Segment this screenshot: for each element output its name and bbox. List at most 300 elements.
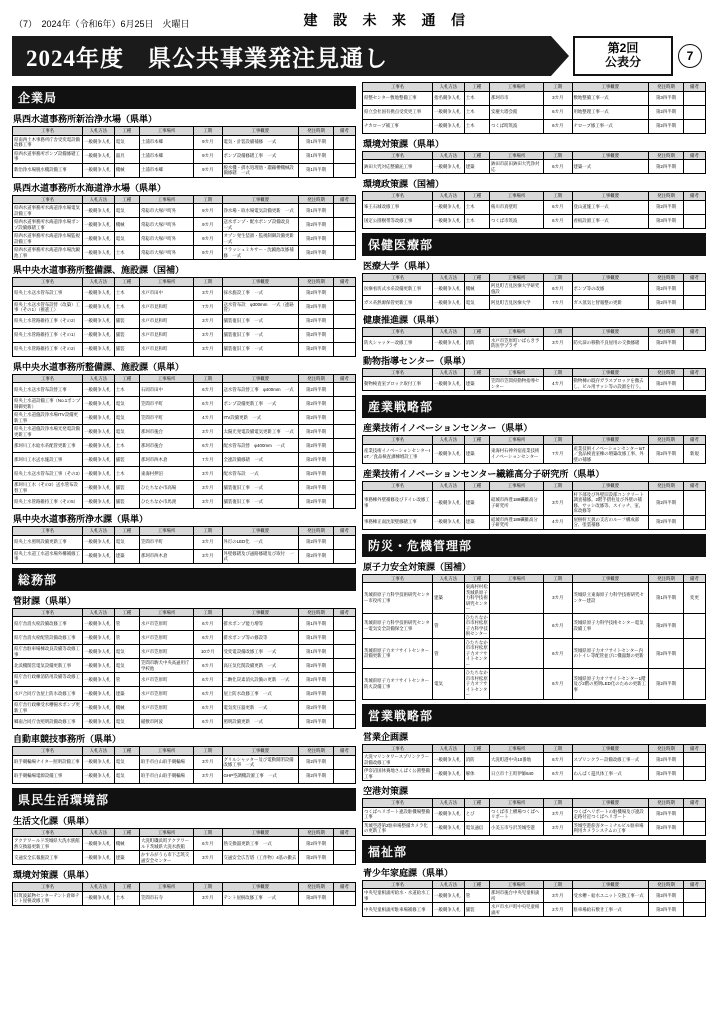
cell-place: 那珂市市 xyxy=(489,91,543,105)
cell-period: 3カ月 xyxy=(194,314,222,328)
column-header-outline: 工事概要 xyxy=(572,880,649,889)
cell-method: 一般競争入札 xyxy=(83,218,115,232)
projects-table xyxy=(362,798,706,836)
cell-outline: 舗装復旧工事 一式 xyxy=(222,328,299,342)
column-header-note: 備考 xyxy=(683,83,705,92)
cell-name: 県庁舎行政棟消防用設備等改修工事 xyxy=(13,673,83,687)
cell-period: 6カ月 xyxy=(544,105,572,119)
table-row xyxy=(363,807,706,821)
column-header-method: 入札方法 xyxy=(433,880,465,889)
projects-table xyxy=(12,882,356,906)
cell-outline: ポンプ等の改修 xyxy=(572,282,649,296)
cell-outline: 送水管布設替工事 φ400mm 一式 xyxy=(222,383,299,397)
organization-header: 総務部 xyxy=(12,568,356,591)
table-row xyxy=(13,314,356,328)
left-column xyxy=(12,82,356,917)
cell-type: 舗装 xyxy=(114,481,139,495)
column-header-time: 発注時期 xyxy=(299,278,334,287)
cell-period: 3カ月 xyxy=(544,807,572,821)
cell-note xyxy=(333,701,355,715)
column-header-method: 入札方法 xyxy=(433,744,465,753)
cell-type: 土木 xyxy=(114,467,139,481)
cell-period: 7カ月 xyxy=(194,300,222,314)
cell-note xyxy=(333,246,355,260)
column-header-name: 工事名 xyxy=(363,368,433,377)
cell-method: 一般競争入札 xyxy=(83,659,115,673)
cell-place: つくば町筑波 xyxy=(489,119,543,133)
cell-type: 電気 xyxy=(114,425,139,439)
projects-table xyxy=(362,151,706,175)
cell-period: 3カ月 xyxy=(194,495,222,509)
projects-table xyxy=(362,191,706,229)
cell-outline: つくばヘリポートの駐機場及び連設走路付近つくばヘリポート xyxy=(572,807,649,821)
section-subheader: 動物指導センター（県単） xyxy=(363,355,471,366)
cell-place: 笠間市平町 xyxy=(139,397,193,411)
projects-table xyxy=(12,195,356,261)
section-subheader: 県中央水道事務所浄水課（県単） xyxy=(13,514,149,524)
table-row xyxy=(13,837,356,851)
cell-type: 土木 xyxy=(464,119,489,133)
cell-period: 3カ月 xyxy=(544,336,572,350)
cell-time: 第2四半期 xyxy=(649,515,684,529)
section-subheader: 産業技術イノベーションセンター（県単） xyxy=(363,423,533,433)
cell-note xyxy=(333,342,355,356)
cell-method: 一般競争入札 xyxy=(83,687,115,701)
cell-method: 一般競争入札 xyxy=(83,467,115,481)
column-header-name: 工事名 xyxy=(13,883,83,892)
cell-type: とび xyxy=(464,807,489,821)
column-header-type: 工種 xyxy=(464,799,489,808)
column-header-place: 工事場所 xyxy=(489,83,543,92)
cell-place xyxy=(489,583,543,614)
cell-period: 3カ月 xyxy=(544,91,572,105)
column-header-name: 工事名 xyxy=(13,374,83,383)
column-header-place: 工事場所 xyxy=(489,192,543,201)
cell-time: 第2四半期 xyxy=(299,439,334,453)
cell-period: 4カ月 xyxy=(544,515,572,529)
cell-method: 一般競争入札 xyxy=(83,204,115,218)
column-header-period: 工期 xyxy=(194,278,222,287)
column-header-time: 発注時期 xyxy=(649,192,684,201)
cell-place: 東海村石神外宿産業技術イノベーションセンター xyxy=(489,444,543,464)
column-header-outline: 工事概要 xyxy=(222,127,299,136)
cell-note xyxy=(333,439,355,453)
cell-note xyxy=(683,613,705,638)
table-row xyxy=(363,200,706,214)
column-header-outline: 工事概要 xyxy=(222,527,299,536)
cell-outline: 熱交換器更新工事 一式 xyxy=(222,837,299,851)
cell-method: 一般競争入札 xyxy=(433,214,465,228)
cell-name: 事務棟外壁補修及びドイレ改修工事 xyxy=(363,490,433,515)
column-header-place: 工事場所 xyxy=(489,574,543,583)
projects-table xyxy=(12,526,356,564)
cell-type: 消防 xyxy=(464,336,489,350)
cell-place: 笠間市平町 xyxy=(139,411,193,425)
cell-place: 水戸市笠原町 xyxy=(139,645,193,659)
column-header-period: 工期 xyxy=(194,527,222,536)
cell-method: 一般競争入札 xyxy=(83,481,115,495)
table-row xyxy=(13,687,356,701)
cell-time: 第2四半期 xyxy=(299,481,334,495)
cell-outline: 受変電設備改修工事 一式 xyxy=(222,645,299,659)
cell-type: 消防 xyxy=(464,753,489,767)
cell-name: ガス系熱源保管更新工事 xyxy=(363,296,433,310)
column-header-note: 備考 xyxy=(683,368,705,377)
column-header-name: 工事名 xyxy=(13,195,83,204)
cell-note xyxy=(683,669,705,700)
cell-period: 9カ月 xyxy=(194,232,222,246)
cell-period: 3カ月 xyxy=(194,891,222,905)
cell-outline: 産業技術イノベーションセンターIoT／食品検査室棟の増築改修工事、外壁の補修 xyxy=(572,444,649,464)
table-row xyxy=(363,119,706,133)
table-header-row xyxy=(363,368,706,377)
cell-method: 一般競争入札 xyxy=(433,807,465,821)
cell-name: 茨城県原子力科学技術研究センター電気安全設備保全工事 xyxy=(363,613,433,638)
cell-outline: ガス蒸気と智報整の更新 xyxy=(572,296,649,310)
column-header-method: 入札方法 xyxy=(83,374,115,383)
cell-method: 一般競争入札 xyxy=(433,282,465,296)
table-header-row xyxy=(363,799,706,808)
table-header-row xyxy=(13,747,356,756)
cell-place: 桜川市真壁町 xyxy=(489,200,543,214)
cell-note xyxy=(333,300,355,314)
cell-time: 第2四半期 xyxy=(299,769,334,783)
cell-name: 取手競輪場電源設備工事 xyxy=(13,769,83,783)
column-header-note: 備考 xyxy=(683,799,705,808)
column-header-place: 工事場所 xyxy=(489,880,543,889)
column-header-type: 工種 xyxy=(464,151,489,160)
section-subheader: 環境政策課（国補） xyxy=(363,179,445,189)
cell-place: 土浦市本郷 xyxy=(139,163,193,177)
banner-title: 2024年度 県公共事業発注見通し xyxy=(26,45,388,71)
table-row xyxy=(13,715,356,729)
column-header-place: 工事場所 xyxy=(489,799,543,808)
cell-note xyxy=(683,91,705,105)
cell-place: つくば市筑波 xyxy=(489,214,543,228)
cell-outline: ポンプ設備修繕工事 一式 xyxy=(222,149,299,163)
column-header-type: 工種 xyxy=(114,127,139,136)
cell-note: 変更 xyxy=(683,583,705,614)
publication-badge xyxy=(573,36,673,76)
table-header-row xyxy=(13,374,356,383)
projects-table xyxy=(362,368,706,392)
cell-time: 第2四半期 xyxy=(649,444,684,464)
cell-name: 伊奈沼国休養地さんぱく公園整備工事 xyxy=(363,767,433,781)
cell-method: 電気 xyxy=(433,669,465,700)
cell-place: 水戸市笠原町 xyxy=(139,631,193,645)
cell-time: 第2四半期 xyxy=(649,821,684,835)
cell-place: 那珂市後台 xyxy=(139,439,193,453)
column-header-method: 入札方法 xyxy=(83,828,115,837)
cell-method: 一般競争入札 xyxy=(433,767,465,781)
cell-outline: 二酸化炭素消火設備の更新 一式 xyxy=(222,673,299,687)
cell-method: 一般競争入札 xyxy=(83,411,115,425)
cell-name: 県央上水送水管布設工事（その3） xyxy=(13,467,83,481)
cell-place xyxy=(489,669,543,700)
cell-time: 第2四半期 xyxy=(649,767,684,781)
cell-method: 一般競争入札 xyxy=(83,701,115,715)
cell-type: 電気 xyxy=(114,397,139,411)
cell-place: 笠間市駒犬中央高通用庁学校他 xyxy=(139,659,193,673)
column-header-outline: 工事概要 xyxy=(572,436,649,445)
cell-time: 第2四半期 xyxy=(649,105,684,119)
table-row xyxy=(363,767,706,781)
cell-period: 3カ月 xyxy=(194,755,222,769)
column-header-place: 工事場所 xyxy=(139,195,193,204)
cell-note xyxy=(333,286,355,300)
cell-place: 石岡市田中 xyxy=(139,383,193,397)
cell-time: 第2四半期 xyxy=(649,377,684,391)
cell-outline: 照明設備更新 一式 xyxy=(222,715,299,729)
cell-note xyxy=(333,218,355,232)
cell-type: 管 xyxy=(114,631,139,645)
cell-period: 3カ月 xyxy=(194,467,222,481)
cell-method: 一般競争入札 xyxy=(83,453,115,467)
cell-type: ひたちなか市市村松原子力科学技術センター xyxy=(465,614,488,636)
projects-table xyxy=(12,374,356,510)
column-header-name: 工事名 xyxy=(13,608,83,617)
cell-method: 一般競争入札 xyxy=(83,631,115,645)
cell-time: 第2四半期 xyxy=(299,300,334,314)
column-header-method: 入札方法 xyxy=(83,127,115,136)
column-header-note: 備考 xyxy=(333,608,355,617)
cell-note xyxy=(683,889,705,903)
cell-period: 9カ月 xyxy=(194,218,222,232)
column-header-type: 工種 xyxy=(464,482,489,491)
column-header-note: 備考 xyxy=(333,195,355,204)
cell-time: 第2四半期 xyxy=(649,613,684,638)
cell-time: 第2四半期 xyxy=(299,715,334,729)
cell-period: 6カ月 xyxy=(194,687,222,701)
section-subheader: 県西水道事務所新治浄水場（県単） xyxy=(13,114,158,124)
cell-outline: 舗装復旧工事 一式 xyxy=(222,342,299,356)
cell-note xyxy=(333,673,355,687)
section-subheader: 環境対策課（県単） xyxy=(363,138,445,149)
cell-method: 一般競争入札 xyxy=(83,891,115,905)
projects-table xyxy=(12,277,356,357)
cell-place: 結城市西豊189繊維高分子研究所 xyxy=(489,490,543,515)
banner-bar xyxy=(12,36,509,76)
cell-method: 一般競争入札 xyxy=(83,286,115,300)
column-header-period: 工期 xyxy=(544,192,572,201)
cell-time: 第2四半期 xyxy=(299,659,334,673)
cell-period: 3カ月 xyxy=(194,481,222,495)
cell-name: 新治浄水場脱水機設備工事 xyxy=(13,163,83,177)
column-header-method: 入札方法 xyxy=(433,151,465,160)
cell-name: 那珂川工水（その2）送水管布設替工事 xyxy=(13,481,83,495)
table-row xyxy=(13,232,356,246)
table-row xyxy=(363,214,706,228)
cell-method: 一般競争入札 xyxy=(83,851,115,865)
cell-place: 結城市西豊189繊維高分子研究所 xyxy=(489,515,543,529)
cell-method: 一般競争入札 xyxy=(433,200,465,214)
column-header-period: 工期 xyxy=(544,151,572,160)
cell-time: 第3四半期 xyxy=(649,903,684,917)
cell-method: 一般競争入札 xyxy=(83,617,115,631)
cell-note xyxy=(333,481,355,495)
column-header-place: 工事場所 xyxy=(489,368,543,377)
cell-period: 3カ月 xyxy=(544,821,572,835)
cell-period: 3カ月 xyxy=(544,889,572,903)
table-header-row xyxy=(13,527,356,536)
cell-method: 建築 xyxy=(433,583,465,614)
section-subheader: 管財課（県単） xyxy=(13,595,77,606)
column-header-time: 発注時期 xyxy=(649,799,684,808)
table-row xyxy=(363,669,706,700)
table-row xyxy=(363,903,706,917)
column-header-outline: 工事概要 xyxy=(222,883,299,892)
cell-name: 交通安全広報施設工事 xyxy=(13,851,83,865)
column-header-method: 入札方法 xyxy=(83,608,115,617)
cell-place: 笠間市石寺 xyxy=(139,891,193,905)
table-header-row xyxy=(363,574,706,583)
organization-header: 県民生活環境部 xyxy=(12,788,356,811)
cell-time: 第2四半期 xyxy=(299,453,334,467)
cell-name: 県西水道事務所水海道浄水場沈澱池工事 xyxy=(13,246,83,260)
cell-period: 6カ月 xyxy=(544,214,572,228)
table-row xyxy=(363,91,706,105)
cell-name: ナカロープ補工事 xyxy=(363,119,433,133)
column-header-outline: 工事概要 xyxy=(572,482,649,491)
column-header-outline: 工事概要 xyxy=(222,608,299,617)
cell-name: 中央児童相談所給水・水道給水工事 xyxy=(363,889,433,903)
cell-type: 土木 xyxy=(464,200,489,214)
cell-outline: ポンプ設備更新工事 一式 xyxy=(222,397,299,411)
column-header-note: 備考 xyxy=(683,151,705,160)
section-subheader: 県中央水道事務所整備課、施設課（県単） xyxy=(13,361,185,372)
cell-type: 建築 xyxy=(464,515,489,529)
cell-type: 電気 xyxy=(114,535,139,549)
cell-place: 取手市白山取手競輪場 xyxy=(139,755,193,769)
section-subheader: 自動車競技事務所（県単） xyxy=(13,734,122,744)
column-header-period: 工期 xyxy=(544,436,572,445)
cell-outline: 動物棟の既存ガラスブロックを撤去し、ビル用サッシ等の設置を行う。 xyxy=(572,377,649,391)
cell-name: 峯王石城改修工事 xyxy=(363,200,433,214)
cell-place: 水戸市見和町 xyxy=(139,342,193,356)
cell-note xyxy=(683,296,705,310)
table-header-row xyxy=(13,608,356,617)
cell-time: 第2四半期 xyxy=(649,200,684,214)
cell-type: 電気 xyxy=(114,204,139,218)
column-header-time: 発注時期 xyxy=(299,527,334,536)
cell-name: 県庁舎行政棟受水槽揚水ポンプ更新工事 xyxy=(13,701,83,715)
projects-table xyxy=(12,608,356,730)
organization-header: 営業戦略部 xyxy=(362,704,706,727)
table-row xyxy=(13,397,356,411)
cell-method: 一般競争入札 xyxy=(83,495,115,509)
cell-outline: 茨城空港旅客ターミナルビル駐車場利用カメラシステムの工事 xyxy=(572,821,649,835)
cell-name: 県央上水管路維持工事（その2） xyxy=(13,314,83,328)
cell-time: 第2四半期 xyxy=(649,160,684,174)
projects-table xyxy=(362,327,706,351)
cell-method: 一般競争入札 xyxy=(83,135,115,149)
cell-type: 建築 xyxy=(464,490,489,515)
cell-method: 一般競争入札 xyxy=(433,444,465,464)
column-header-time: 発注時期 xyxy=(649,880,684,889)
projects-table xyxy=(362,574,706,700)
cell-name: 事務棟正面沈架壁修繕工事 xyxy=(363,515,433,529)
cell-note xyxy=(333,383,355,397)
cell-method: 一般競争入札 xyxy=(83,328,115,342)
cell-note xyxy=(333,755,355,769)
cell-place: ひたちなか市馬渡 xyxy=(139,495,193,509)
cell-method: 一般競争入札 xyxy=(83,314,115,328)
column-header-period: 工期 xyxy=(544,368,572,377)
column-header-method: 入札方法 xyxy=(83,883,115,892)
column-header-name: 工事名 xyxy=(13,127,83,136)
cell-type: 電気 xyxy=(114,659,139,673)
cell-time: 第2四半期 xyxy=(299,495,334,509)
cell-time: 第2四半期 xyxy=(649,807,684,821)
column-header-time: 発注時期 xyxy=(649,368,684,377)
column-header-method: 入札方法 xyxy=(433,436,465,445)
badge-number: 7 xyxy=(678,44,702,68)
cell-note xyxy=(683,336,705,350)
column-header-note: 備考 xyxy=(683,880,705,889)
cell-note xyxy=(683,105,705,119)
cell-outline: 全連設備修繕 一式 xyxy=(222,453,299,467)
cell-period: 4カ月 xyxy=(194,411,222,425)
cell-period: 3カ月 xyxy=(194,549,222,563)
table-row xyxy=(13,383,356,397)
cell-name: 医療看坊式水系設備更新工事 xyxy=(363,282,433,296)
cell-outline: 防火扉の移動不良屋用の交換修繕 xyxy=(572,336,649,350)
column-header-type: 工種 xyxy=(464,83,489,92)
cell-outline: わんぱく遊具体工事一式 xyxy=(572,767,649,781)
cell-time: 第2四半期 xyxy=(299,467,334,481)
column-header-method: 入札方法 xyxy=(433,83,465,92)
cell-place: 安慶大塔会館 xyxy=(489,105,543,119)
cell-place: 常総市大塚戸町外 xyxy=(139,246,193,260)
issue-line: （7） 2024年（令和6年）6月25日 火曜日 xyxy=(14,19,190,29)
table-header-row xyxy=(363,436,706,445)
cell-note xyxy=(683,807,705,821)
cell-time: 第2四半期 xyxy=(299,535,334,549)
column-header-outline: 工事概要 xyxy=(572,744,649,753)
column-header-time: 発注時期 xyxy=(299,747,334,756)
column-header-type: 工種 xyxy=(114,608,139,617)
cell-name: 県西水道事務所水海道浄水場電気設備工事 xyxy=(13,204,83,218)
column-header-time: 発注時期 xyxy=(649,744,684,753)
column-header-period: 工期 xyxy=(194,747,222,756)
cell-period: 6カ月 xyxy=(544,638,572,669)
cell-outline: 登山道施工事一式 xyxy=(572,200,649,214)
cell-name: 県央上水送水管布設工事 xyxy=(13,286,83,300)
column-header-place: 工事場所 xyxy=(489,482,543,491)
cell-name: 県西水道事務所ポンプ設備修繕工事 xyxy=(13,149,83,163)
cell-type: 建築 xyxy=(114,687,139,701)
cell-name: 県央上水道設備工事（No.1ポンプ制御更新） xyxy=(13,397,83,411)
column-header-place: 工事場所 xyxy=(139,278,193,287)
column-header-type: 工種 xyxy=(114,527,139,536)
cell-method: 一般競争入札 xyxy=(83,342,115,356)
cell-method: 一般競争入札 xyxy=(83,232,115,246)
cell-note xyxy=(683,638,705,669)
cell-name: 旧筑波鉱物センターテント倉庫テント屋根改修工事 xyxy=(13,891,83,905)
cell-type: 舗装 xyxy=(114,495,139,509)
cell-period: 3カ月 xyxy=(194,769,222,783)
cell-outline: 外壁修繕及び通路修繕及び取付 一式 xyxy=(222,549,299,563)
table-row xyxy=(13,535,356,549)
column-header-method: 入札方法 xyxy=(433,799,465,808)
cell-type: 電気 xyxy=(114,645,139,659)
cell-type: 土木 xyxy=(464,91,489,105)
cell-type: 機械 xyxy=(114,837,139,851)
section-subheader: 健康推進課（県単） xyxy=(363,315,445,325)
section-subheader: 青少年家庭課（県単） xyxy=(363,867,454,878)
column-header-outline: 工事概要 xyxy=(572,273,649,282)
cell-outline: 舗装復旧工事 一式 xyxy=(222,481,299,495)
